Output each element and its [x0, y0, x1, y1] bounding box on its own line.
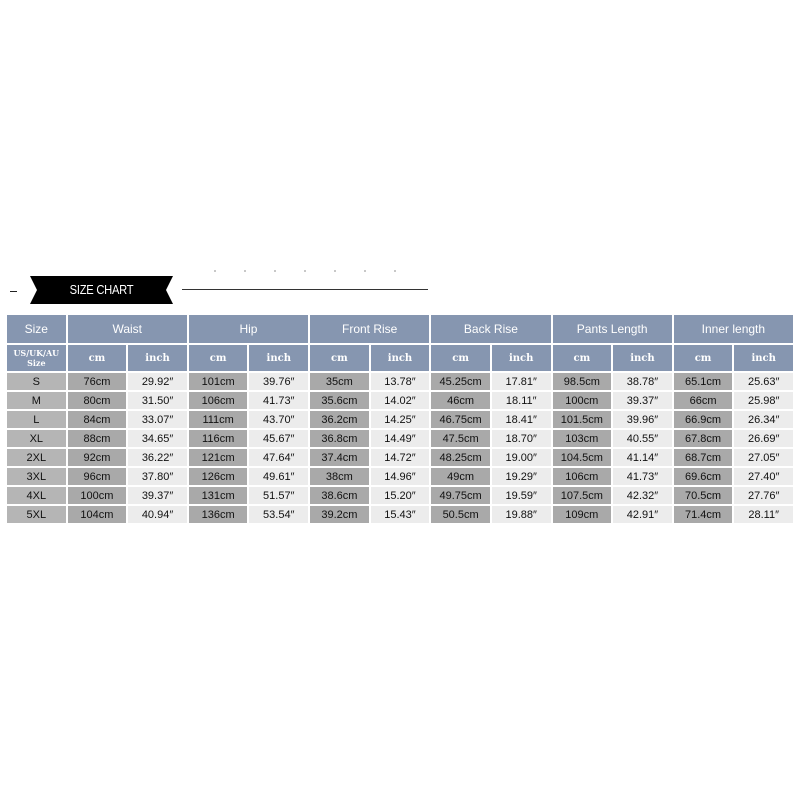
table-row: [7, 506, 793, 523]
cm-cell: 37.4cm: [310, 449, 369, 466]
inch-cell: 15.43″: [371, 506, 430, 523]
cm-cell: 121cm: [189, 449, 248, 466]
banner-rule: [182, 289, 428, 290]
cm-cell: 103cm: [553, 430, 612, 447]
inch-cell: 19.29″: [492, 468, 551, 485]
unit-header-row: [7, 345, 793, 371]
size-cell: 5XL: [7, 506, 66, 523]
inch-cell: 39.37″: [128, 487, 187, 504]
size-cell: XL: [7, 430, 66, 447]
cm-cell: 69.6cm: [674, 468, 733, 485]
cm-cell: 36.2cm: [310, 411, 369, 428]
cm-cell: 36.8cm: [310, 430, 369, 447]
cm-cell: 46.75cm: [431, 411, 490, 428]
cm-cell: 47.5cm: [431, 430, 490, 447]
cm-cell: 131cm: [189, 487, 248, 504]
cm-cell: 88cm: [68, 430, 127, 447]
cm-cell: 48.25cm: [431, 449, 490, 466]
inch-cell: 14.25″: [371, 411, 430, 428]
cm-cell: 68.7cm: [674, 449, 733, 466]
table-row: [7, 487, 793, 504]
table-row: [7, 373, 793, 390]
inch-cell: 33.07″: [128, 411, 187, 428]
cm-cell: 50.5cm: [431, 506, 490, 523]
cm-cell: 109cm: [553, 506, 612, 523]
inch-cell: 29.92″: [128, 373, 187, 390]
cm-cell: 38.6cm: [310, 487, 369, 504]
inch-cell: 14.49″: [371, 430, 430, 447]
table-row: [7, 449, 793, 466]
cm-cell: 84cm: [68, 411, 127, 428]
cm-cell: 116cm: [189, 430, 248, 447]
inch-cell: 42.32″: [613, 487, 672, 504]
inch-cell: 36.22″: [128, 449, 187, 466]
measurement-header: Front Rise: [310, 315, 429, 343]
measurement-header: Pants Length: [553, 315, 672, 343]
measurement-header-row: [7, 315, 793, 343]
cm-cell: 71.4cm: [674, 506, 733, 523]
measurement-header: Waist: [68, 315, 187, 343]
inch-cell: 26.34″: [734, 411, 793, 428]
inch-cell: 39.76″: [249, 373, 308, 390]
inch-cell: 37.80″: [128, 468, 187, 485]
inch-cell: 39.96″: [613, 411, 672, 428]
inch-cell: 43.70″: [249, 411, 308, 428]
cm-cell: 100cm: [68, 487, 127, 504]
cm-cell: 45.25cm: [431, 373, 490, 390]
decor-dot: [394, 270, 396, 272]
decor-dot: [304, 270, 306, 272]
unit-inch-header: inch: [734, 345, 793, 371]
cm-cell: 49cm: [431, 468, 490, 485]
unit-inch-header: inch: [128, 345, 187, 371]
cm-cell: 66.9cm: [674, 411, 733, 428]
inch-cell: 15.20″: [371, 487, 430, 504]
unit-inch-header: inch: [613, 345, 672, 371]
cm-cell: 104.5cm: [553, 449, 612, 466]
unit-cm-header: cm: [310, 345, 369, 371]
cm-cell: 106cm: [189, 392, 248, 409]
cm-cell: 35cm: [310, 373, 369, 390]
cm-cell: 49.75cm: [431, 487, 490, 504]
unit-inch-header: inch: [492, 345, 551, 371]
size-header: Size: [7, 315, 66, 343]
size-cell: S: [7, 373, 66, 390]
cm-cell: 39.2cm: [310, 506, 369, 523]
cm-cell: 100cm: [553, 392, 612, 409]
inch-cell: 47.64″: [249, 449, 308, 466]
inch-cell: 42.91″: [613, 506, 672, 523]
inch-cell: 31.50″: [128, 392, 187, 409]
inch-cell: 19.88″: [492, 506, 551, 523]
decor-dot: [214, 270, 216, 272]
inch-cell: 40.55″: [613, 430, 672, 447]
decor-dot: [334, 270, 336, 272]
cm-cell: 38cm: [310, 468, 369, 485]
unit-cm-header: cm: [553, 345, 612, 371]
inch-cell: 27.76″: [734, 487, 793, 504]
unit-cm-header: cm: [674, 345, 733, 371]
cm-cell: 136cm: [189, 506, 248, 523]
table-row: [7, 430, 793, 447]
inch-cell: 14.72″: [371, 449, 430, 466]
inch-cell: 26.69″: [734, 430, 793, 447]
cm-cell: 98.5cm: [553, 373, 612, 390]
inch-cell: 19.59″: [492, 487, 551, 504]
size-chart-banner: [8, 276, 428, 306]
cm-cell: 104cm: [68, 506, 127, 523]
banner-ribbon: [30, 276, 173, 304]
cm-cell: 76cm: [68, 373, 127, 390]
inch-cell: 25.63″: [734, 373, 793, 390]
inch-cell: 27.05″: [734, 449, 793, 466]
cm-cell: 80cm: [68, 392, 127, 409]
inch-cell: 38.78″: [613, 373, 672, 390]
measurement-header: Back Rise: [431, 315, 550, 343]
cm-cell: 111cm: [189, 411, 248, 428]
unit-cm-header: cm: [189, 345, 248, 371]
inch-cell: 53.54″: [249, 506, 308, 523]
size-table-body: [7, 373, 793, 523]
decor-dot: [244, 270, 246, 272]
cm-cell: 96cm: [68, 468, 127, 485]
inch-cell: 40.94″: [128, 506, 187, 523]
cm-cell: 35.6cm: [310, 392, 369, 409]
table-row: [7, 392, 793, 409]
size-table: [5, 313, 795, 525]
measurement-header: Inner length: [674, 315, 793, 343]
inch-cell: 14.02″: [371, 392, 430, 409]
cm-cell: 92cm: [68, 449, 127, 466]
unit-inch-header: inch: [371, 345, 430, 371]
cm-cell: 70.5cm: [674, 487, 733, 504]
table-row: [7, 411, 793, 428]
cm-cell: 107.5cm: [553, 487, 612, 504]
banner-dash: [10, 291, 17, 292]
unit-cm-header: cm: [68, 345, 127, 371]
inch-cell: 27.40″: [734, 468, 793, 485]
size-cell: 4XL: [7, 487, 66, 504]
cm-cell: 67.8cm: [674, 430, 733, 447]
inch-cell: 14.96″: [371, 468, 430, 485]
size-subheader: US/UK/AU Size: [7, 345, 66, 371]
size-cell: 2XL: [7, 449, 66, 466]
inch-cell: 41.14″: [613, 449, 672, 466]
inch-cell: 17.81″: [492, 373, 551, 390]
inch-cell: 18.70″: [492, 430, 551, 447]
size-table-container: [5, 313, 795, 525]
inch-cell: 28.11″: [734, 506, 793, 523]
size-cell: M: [7, 392, 66, 409]
table-row: [7, 468, 793, 485]
cm-cell: 101cm: [189, 373, 248, 390]
cm-cell: 46cm: [431, 392, 490, 409]
unit-cm-header: cm: [431, 345, 490, 371]
inch-cell: 49.61″: [249, 468, 308, 485]
banner-title: SIZE CHART: [69, 282, 134, 297]
size-cell: 3XL: [7, 468, 66, 485]
inch-cell: 13.78″: [371, 373, 430, 390]
cm-cell: 106cm: [553, 468, 612, 485]
cm-cell: 66cm: [674, 392, 733, 409]
inch-cell: 51.57″: [249, 487, 308, 504]
inch-cell: 41.73″: [613, 468, 672, 485]
inch-cell: 45.67″: [249, 430, 308, 447]
inch-cell: 39.37″: [613, 392, 672, 409]
cm-cell: 126cm: [189, 468, 248, 485]
size-cell: L: [7, 411, 66, 428]
cm-cell: 101.5cm: [553, 411, 612, 428]
inch-cell: 34.65″: [128, 430, 187, 447]
decor-dot: [364, 270, 366, 272]
measurement-header: Hip: [189, 315, 308, 343]
unit-inch-header: inch: [249, 345, 308, 371]
inch-cell: 18.41″: [492, 411, 551, 428]
inch-cell: 18.11″: [492, 392, 551, 409]
inch-cell: 25.98″: [734, 392, 793, 409]
decor-dot: [274, 270, 276, 272]
inch-cell: 41.73″: [249, 392, 308, 409]
cm-cell: 65.1cm: [674, 373, 733, 390]
inch-cell: 19.00″: [492, 449, 551, 466]
